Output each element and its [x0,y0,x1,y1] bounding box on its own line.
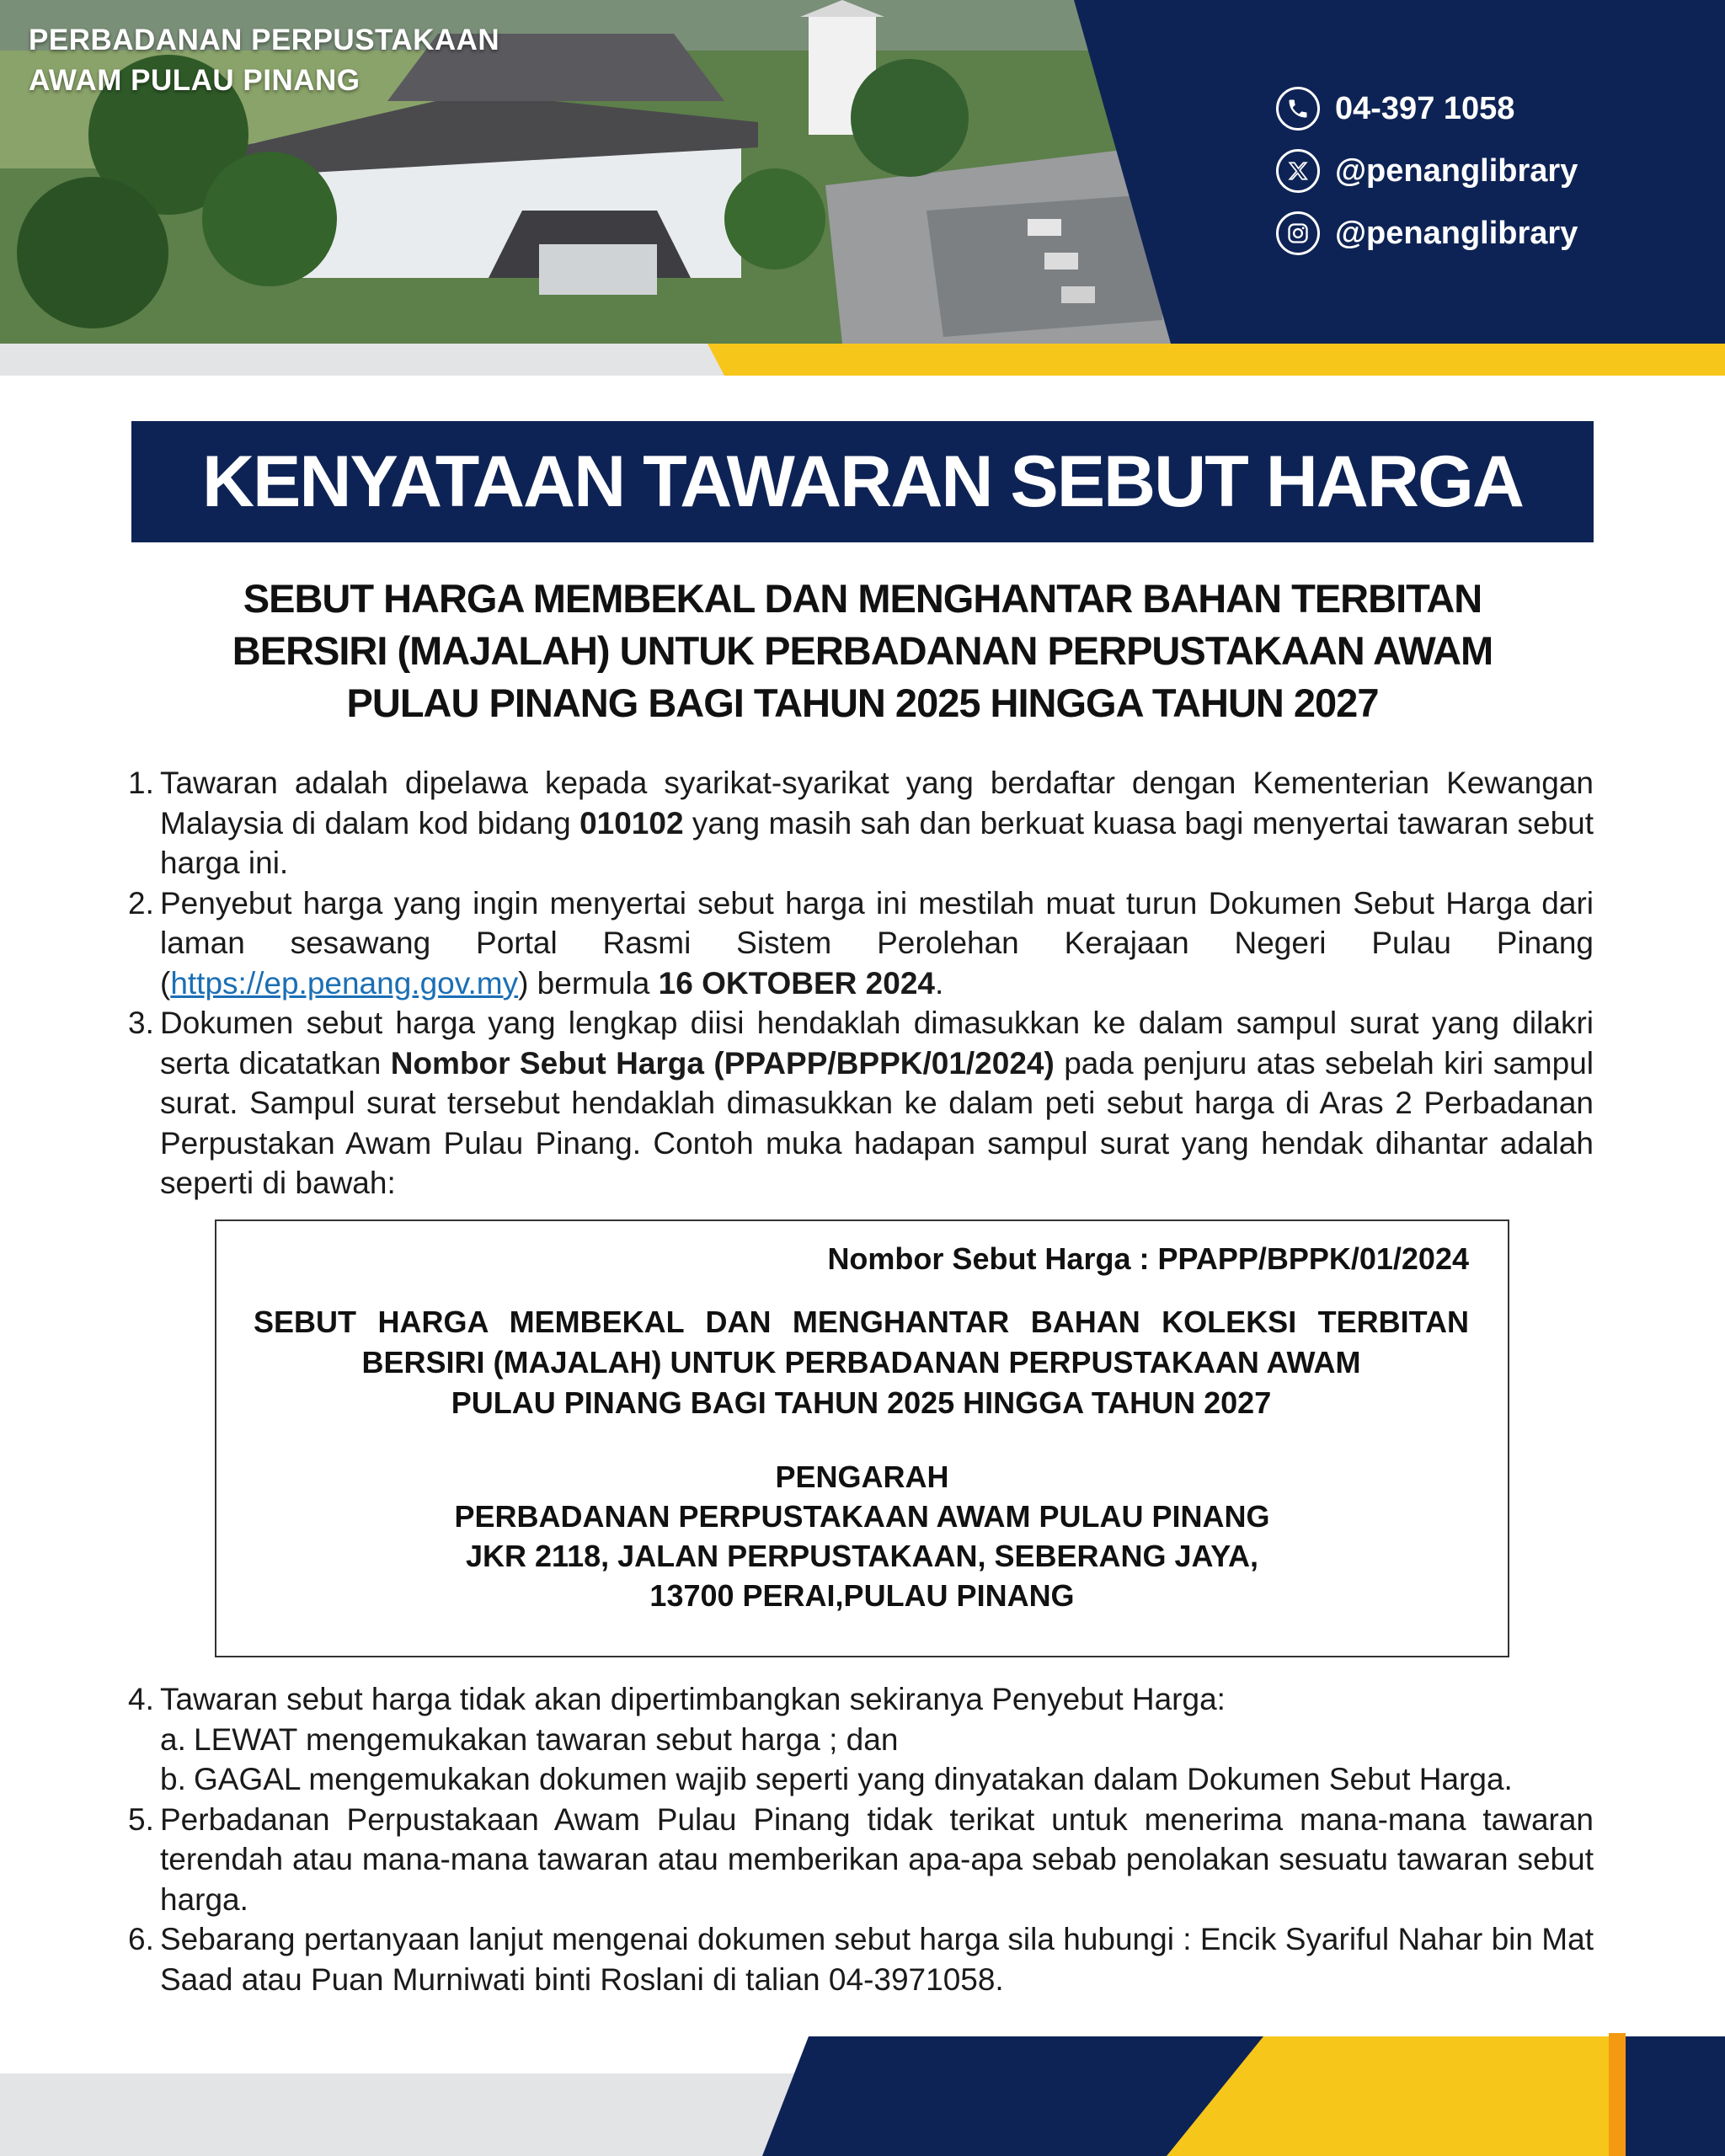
address-line: PERBADANAN PERPUSTAKAAN AWAM PULAU PINANG [454,1499,1270,1534]
x-handle: @penanglibrary [1335,152,1578,189]
item-text [160,1003,1594,1203]
subtitle [168,573,1557,729]
item-text [160,883,1594,1004]
sub-item-letter: b. [160,1762,186,1796]
phone-icon [1276,87,1320,131]
item-number: 6. [128,1922,154,1956]
list-item [128,1800,1594,1920]
list-item [128,1919,1594,1999]
text-segment: Tawaran adalah dipelawa kepada syarikat-syarikat yang berdaftar dengan Kementerian Kewangan Malaysia di dalam kod bidang [160,766,1594,841]
contact-x [1276,140,1578,202]
sub-item [128,1759,1594,1800]
item-text: Perbadanan Perpustakaan Awam Pulau Pinang tidak terikat untuk menerima mana-mana tawaran terendah atau mana-mana tawaran atau memberikan apa-apa sebab penolakan sesuatu tawaran sebut harga. [160,1801,1594,1917]
address-line: JKR 2118, JALAN PERPUSTAKAAN, SEBERANG JAYA, [466,1539,1258,1573]
instagram-icon [1276,211,1320,255]
instagram-handle: @penanglibrary [1335,215,1578,251]
footer-orange-stripe [1609,2033,1626,2156]
notice-items [128,763,1594,1203]
contact-phone [1276,77,1578,140]
subtitle-line: SEBUT HARGA MEMBEKAL DAN MENGHANTAR BAHAN TERBITAN [243,576,1482,621]
item-text: Sebarang pertanyaan lanjut mengenai dokumen sebut harga sila hubungi : Encik Syariful Nahar bin Mat Saad atau Puan Murniwati binti Roslani di talian 04-3971058. [160,1922,1594,1997]
phone-number: 04-397 1058 [1335,90,1515,126]
title-banner [131,421,1594,542]
item-number: 4. [128,1682,154,1716]
portal-link[interactable]: https://ep.penang.gov.my [170,965,519,1001]
page-title: KENYATAAN TAWARAN SEBUT HARGA [201,440,1524,522]
envelope-sample-box [215,1219,1509,1657]
contact-instagram [1276,202,1578,264]
subtitle-line: PULAU PINANG BAGI TAHUN 2025 HINGGA TAHUN 2027 [346,680,1379,725]
list-item [128,1679,1594,1720]
footer-grey-band [0,2073,842,2156]
item-text: Tawaran sebut harga tidak akan dipertimbangkan sekiranya Penyebut Harga: [160,1682,1226,1716]
contact-list [1276,77,1578,264]
item-number: 5. [128,1801,154,1837]
list-item [128,763,1594,883]
text-segment: Penyebut harga yang ingin menyertai sebut harga ini mestilah muat turun Dokumen Sebut Harga dari laman sesawang Portal Rasmi Sistem Perolehan Kerajaan Negeri Pulau Pinang ( [160,885,1594,1001]
item-number: 1. [128,766,154,800]
text-segment: . [935,965,944,1001]
org-name-line2: AWAM PULAU PINANG [29,64,360,97]
item-number: 3. [128,1006,154,1040]
text-segment: Dokumen sebut harga yang lengkap diisi hendaklah dimasukkan ke dalam sampul surat yang dilakri serta dicatatkan [160,1006,1594,1081]
list-item [128,1003,1594,1203]
text-segment: yang masih sah dan berkuat kuasa bagi menyertai tawaran sebut harga ini. [160,805,1594,880]
envelope-address [216,1457,1508,1615]
organization-name [29,20,499,101]
envelope-quotation-number: Nombor Sebut Harga : PPAPP/BPPK/01/2024 [827,1241,1469,1276]
envelope-title [254,1302,1469,1423]
sub-item-text: GAGAL mengemukakan dokumen wajib seperti yang dinyatakan dalam Dokumen Sebut Harga. [194,1762,1513,1796]
text-segment: ) bermula [518,965,659,1001]
sub-item-text: LEWAT mengemukakan tawaran sebut harga ; dan [194,1721,899,1757]
address-line: 13700 PERAI,PULAU PINANG [649,1578,1075,1613]
org-name-line1: PERBADANAN PERPUSTAKAAN [29,24,500,56]
text-segment: pada penjuru atas sebelah kiri sampul surat. Sampul surat tersebut hendaklah dimasukkan ke dalam peti sebut harga di Aras 2 Perbadanan Perpustakan Awam Pulau Pinang. Contoh muka hadapan sampul surat yang hendak dihantar adalah seperti di bawah: [160,1045,1594,1200]
notice-items-continued [128,1679,1594,1999]
list-item [128,883,1594,1004]
subtitle-line: BERSIRI (MAJALAH) UNTUK PERBADANAN PERPUSTAKAAN AWAM [232,628,1493,673]
field-code: 010102 [579,805,684,841]
envelope-title-line: SEBUT HARGA MEMBEKAL DAN MENGHANTAR BAHAN KOLEKSI TERBITAN [254,1305,1469,1339]
address-line: PENGARAH [775,1460,949,1494]
x-logo-icon [1276,149,1320,193]
item-text [160,763,1594,883]
sub-item [128,1720,1594,1760]
header [0,0,1725,375]
envelope-title-line: PULAU PINANG BAGI TAHUN 2025 HINGGA TAHUN 2027 [451,1385,1272,1420]
sub-item-letter: a. [160,1721,186,1757]
envelope-title-line: BERSIRI (MAJALAH) UNTUK PERBADANAN PERPUSTAKAAN AWAM [361,1345,1361,1380]
item-number: 2. [128,885,154,921]
quotation-number: Nombor Sebut Harga (PPAPP/BPPK/01/2024) [390,1045,1055,1081]
start-date: 16 OKTOBER 2024 [658,965,935,1001]
